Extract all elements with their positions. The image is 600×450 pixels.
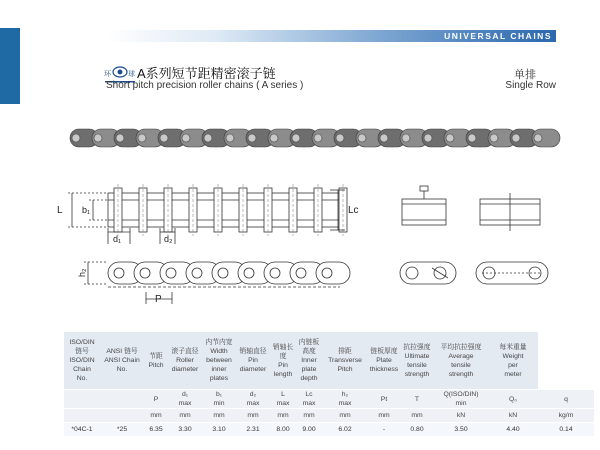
chain-photo-pin xyxy=(72,134,80,142)
chain-side-roller xyxy=(244,268,254,278)
table-unit-cell: mm xyxy=(296,409,322,423)
connecting-link-top xyxy=(402,186,540,231)
table-row xyxy=(64,423,594,437)
table-unit-cell: mm xyxy=(144,409,168,423)
table-symbol-cell xyxy=(538,390,594,409)
dim-label-L: L xyxy=(57,205,63,216)
table-header-line: strength xyxy=(448,370,474,378)
table-symbol: Q(ISO/DIN) xyxy=(443,391,479,398)
table-unit-cell: mm xyxy=(168,409,202,423)
table-header-line: ANSI Chain xyxy=(104,357,140,364)
chain-photo-pin xyxy=(446,134,454,142)
table-symbol-cell xyxy=(434,390,488,409)
table-header-line: 内链板高度 xyxy=(298,339,320,355)
chain-side-view xyxy=(84,262,350,304)
page-title-en: Short pitch precision roller chains ( A series ) xyxy=(106,80,304,91)
table-header-line: per xyxy=(508,361,518,369)
dim-label-P: P xyxy=(155,294,162,305)
table-header-cell xyxy=(236,332,270,390)
table-header-line: 链号 xyxy=(75,348,89,355)
table-unit-cell: mm xyxy=(368,409,400,423)
table-unit-cell: kg/m xyxy=(538,409,594,423)
chain-side-roller xyxy=(192,268,202,278)
table-header-line: ISO/DIN xyxy=(69,357,95,364)
table-header-line: strength xyxy=(404,370,430,378)
chain-photo-pin xyxy=(116,134,124,142)
table-symbol-cell xyxy=(236,390,270,409)
chain-photo-pin xyxy=(182,134,190,142)
chain-photo-pin xyxy=(204,134,212,142)
table-symbol-cell xyxy=(270,390,296,409)
table-header-line: No. xyxy=(76,375,88,382)
table-header-line: thickness xyxy=(369,366,399,373)
table-header-line: plates xyxy=(209,375,229,382)
table-unit-cell: mm xyxy=(270,409,296,423)
table-unit-cell: mm xyxy=(400,409,434,423)
chain-photo-pin xyxy=(226,134,234,142)
table-header-line: No. xyxy=(116,366,128,373)
table-header-line: 每米重量 xyxy=(499,343,527,351)
chain-side-roller xyxy=(296,268,306,278)
table-unit-cell: kN xyxy=(488,409,538,423)
table-symbol: b₁ xyxy=(215,391,223,398)
table-header-line: tensile xyxy=(451,361,471,369)
table-header-line: Pin xyxy=(278,361,288,369)
table-header-line: Roller xyxy=(176,357,194,364)
table-header-cell xyxy=(434,332,488,390)
chain-photo-pin xyxy=(94,134,102,142)
table-limit: min xyxy=(455,400,467,407)
table-header-line: plate depth xyxy=(300,366,318,382)
dim-label-b1: b₁ xyxy=(82,205,91,215)
table-header-line: Weight xyxy=(502,352,524,360)
chain-photo-pin xyxy=(424,134,432,142)
table-header-line: ISO/DIN xyxy=(69,339,95,346)
row-type-cn: 单排 xyxy=(514,69,536,81)
chain-photo-pin xyxy=(512,134,520,142)
table-header-line: ANSI 链号 xyxy=(106,348,138,355)
chain-photo-pin xyxy=(336,134,344,142)
table-symbol: h₂ xyxy=(341,391,349,398)
table-cell: 4.40 xyxy=(488,423,538,437)
table-limit: max xyxy=(338,400,352,407)
table-cell: 2.31 xyxy=(236,423,270,437)
table-header-line: length xyxy=(273,370,293,378)
table-cell: 0.14 xyxy=(538,423,594,437)
table-header-line: 滚子直径 xyxy=(171,348,199,355)
table-unit-cell: mm xyxy=(236,409,270,423)
table-header-line: Transverse xyxy=(328,357,362,364)
table-limit: max xyxy=(302,400,316,407)
table-limit: max xyxy=(246,400,260,407)
chain-side-link xyxy=(316,262,350,284)
chain-photo-pin xyxy=(468,134,476,142)
table-unit-blank xyxy=(100,409,144,423)
table-header-line: diameter xyxy=(171,366,199,373)
table-symbol-cell xyxy=(368,390,400,409)
table-cell: 6.02 xyxy=(322,423,368,437)
table-cell: - xyxy=(368,423,400,437)
table-cell: *25 xyxy=(100,423,144,437)
chain-side-roller xyxy=(114,268,124,278)
table-symbol: P xyxy=(153,395,159,403)
table-unit-blank xyxy=(64,409,100,423)
chain-side-roller xyxy=(270,268,280,278)
chain-side-roller xyxy=(218,268,228,278)
chain-side-roller xyxy=(140,268,150,278)
table-header-cell xyxy=(296,332,322,390)
table-symbol-cell xyxy=(322,390,368,409)
table-symbol-blank xyxy=(64,390,100,409)
table-symbol-cell xyxy=(144,390,168,409)
table-symbol-cell xyxy=(488,390,538,409)
table-header-line: 销轴直径 xyxy=(239,348,267,355)
connecting-link-side xyxy=(400,262,548,284)
dim-label-Lc: Lc xyxy=(348,205,359,216)
table-symbol: Q₀ xyxy=(508,395,518,403)
table-cell: 9.00 xyxy=(296,423,322,437)
table-header-line: Width xyxy=(210,348,228,355)
chain-photo-pin xyxy=(314,134,322,142)
table-header-row xyxy=(64,332,594,390)
chain-photo-pin xyxy=(248,134,256,142)
dim-label-d1: d₁ xyxy=(113,234,122,244)
logo-text-left: 环 xyxy=(104,71,111,78)
table-header-cell xyxy=(100,332,144,390)
table-header-line: tensile xyxy=(407,361,427,369)
row-type-en: Single Row xyxy=(505,80,556,91)
table-header-line: 节距 xyxy=(149,352,163,360)
table-header-cell xyxy=(202,332,236,390)
table-header-line: Inner xyxy=(301,357,317,364)
table-cell: 6.35 xyxy=(144,423,168,437)
spec-table xyxy=(64,332,594,436)
table-symbol: Lc xyxy=(305,391,313,398)
table-unit-cell: mm xyxy=(322,409,368,423)
table-header-line: Plate xyxy=(376,357,392,364)
table-header-line: meter xyxy=(504,370,522,378)
table-header-line: Pin xyxy=(248,357,258,364)
table-symbol-blank xyxy=(100,390,144,409)
table-header-cell xyxy=(144,332,168,390)
chain-photo-pin xyxy=(358,134,366,142)
table-cell: 8.00 xyxy=(270,423,296,437)
table-symbol-row xyxy=(64,390,594,409)
table-limit: max xyxy=(276,400,290,407)
table-header-line: Chain xyxy=(73,366,91,373)
table-unit-cell: mm xyxy=(202,409,236,423)
chain-photo xyxy=(70,129,560,147)
logo-text-right: 球 xyxy=(128,71,135,78)
table-symbol: Pt xyxy=(380,395,388,403)
dim-label-d2: d₂ xyxy=(164,234,173,244)
table-limit: min xyxy=(213,400,225,407)
chain-photo-pin xyxy=(292,134,300,142)
table-cell: 3.30 xyxy=(168,423,202,437)
table-symbol: T xyxy=(414,395,420,403)
table-symbol-cell xyxy=(400,390,434,409)
table-header-cell xyxy=(368,332,400,390)
table-symbol-cell xyxy=(202,390,236,409)
table-unit-row xyxy=(64,409,594,423)
table-header-line: 抗拉强度 xyxy=(403,343,431,351)
table-header-cell xyxy=(168,332,202,390)
table-header-cell xyxy=(270,332,296,390)
dim-label-h2: h₂ xyxy=(77,268,87,277)
chain-side-roller xyxy=(322,268,332,278)
table-cell: 3.10 xyxy=(202,423,236,437)
table-header-cell xyxy=(488,332,538,390)
table-header-cell xyxy=(322,332,368,390)
table-header-line: inner xyxy=(211,366,227,373)
table-header-line: Average xyxy=(448,352,474,360)
chain-side-roller xyxy=(166,268,176,278)
chain-photo-pin xyxy=(490,134,498,142)
table-header-line: diameter xyxy=(239,366,267,373)
table-header-line: Pitch xyxy=(337,366,353,373)
table-limit: max xyxy=(178,400,192,407)
chain-photo-pin xyxy=(380,134,388,142)
table-header-cell xyxy=(400,332,434,390)
table-symbol: q xyxy=(564,395,568,403)
chain-photo-pin xyxy=(534,134,542,142)
table-header-line: 链板厚度 xyxy=(370,348,398,355)
chain-front-view xyxy=(68,184,347,244)
chain-photo-pin xyxy=(402,134,410,142)
table-header-line: 平均抗拉强度 xyxy=(440,343,482,351)
table-symbol: L xyxy=(281,391,285,398)
table-symbol-cell xyxy=(168,390,202,409)
chain-photo-pin xyxy=(160,134,168,142)
chain-photo-pin xyxy=(138,134,146,142)
table-symbol: d₂ xyxy=(249,391,257,398)
table-symbol-cell xyxy=(296,390,322,409)
table-symbol: d₁ xyxy=(181,391,189,398)
table-header-line: 内节内宽 xyxy=(205,339,233,346)
page-title-cn: A系列短节距精密滚子链 xyxy=(137,66,276,81)
chain-photo-pin xyxy=(270,134,278,142)
table-header-cell xyxy=(64,332,100,390)
brand-label: UNIVERSAL CHAINS xyxy=(444,31,552,41)
table-cell: 3.50 xyxy=(434,423,488,437)
table-header-line: Ultimate xyxy=(404,352,430,360)
table-cell: 0.80 xyxy=(400,423,434,437)
table-header-line: Pitch xyxy=(148,361,164,369)
table-header-line: 排距 xyxy=(338,348,352,355)
table-cell: *04C-1 xyxy=(64,423,100,437)
table-header-line: 销轴长度 xyxy=(272,343,294,360)
table-unit-cell: kN xyxy=(434,409,488,423)
table-header-line: between xyxy=(206,357,232,364)
